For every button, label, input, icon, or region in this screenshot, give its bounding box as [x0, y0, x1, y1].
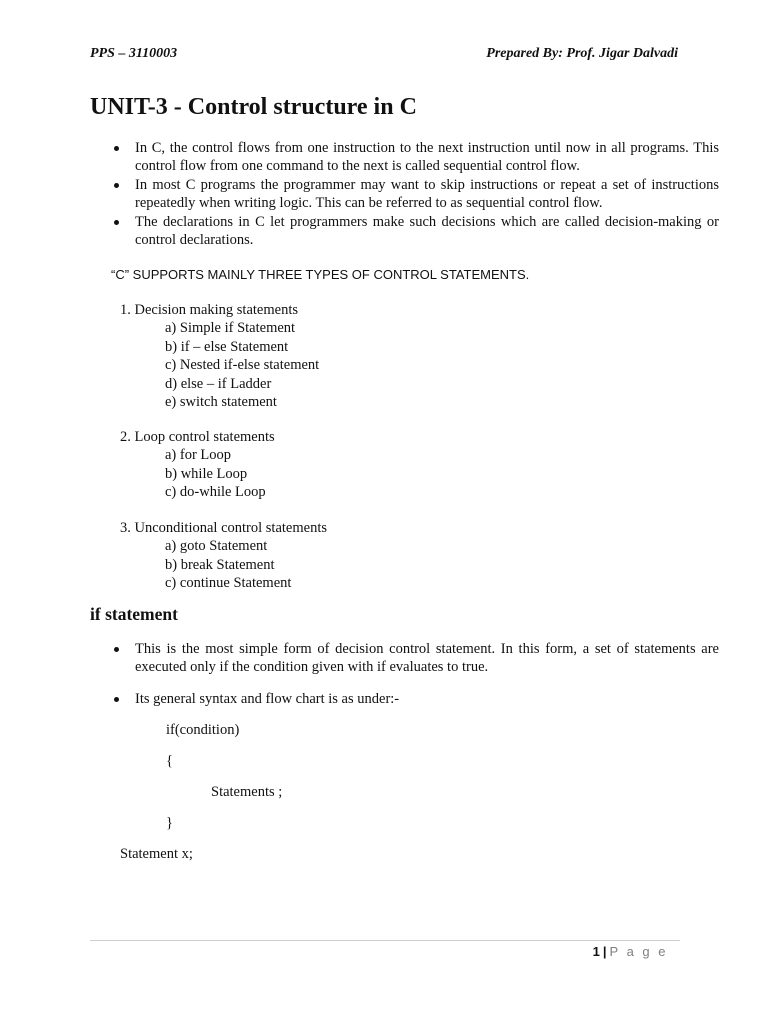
group-heading: 2. Loop control statements: [120, 429, 275, 445]
bullet-text: Its general syntax and flow chart is as under:-: [135, 691, 400, 707]
header-course-code: PPS – 3110003: [90, 46, 178, 61]
if-syntax-bullet-list: [114, 690, 719, 708]
page-label: P a g e: [609, 944, 668, 959]
bullet-icon: [114, 146, 119, 151]
bullet-text: This is the most simple form of decision control statement. In this form, a set of statements are executed only if the condition given with if evaluates to true.: [135, 641, 719, 676]
list-item: b) if – else Statement: [165, 338, 289, 355]
page-title: UNIT-3 - Control structure in C: [90, 94, 417, 120]
list-item: a) for Loop: [165, 447, 232, 464]
list-item: [114, 176, 719, 213]
group-heading: 3. Unconditional control statements: [120, 520, 327, 536]
list-item: [114, 690, 719, 708]
list-item: b) break Statement: [165, 556, 275, 573]
code-line-close-brace: }: [166, 815, 173, 831]
header-author: Prepared By: Prof. Jigar Dalvadi: [486, 46, 678, 61]
bullet-icon: [114, 183, 119, 188]
list-item: a) goto Statement: [165, 538, 268, 555]
list-item: b) while Loop: [165, 465, 248, 482]
loop-control-group: [120, 428, 275, 502]
bullet-text: The declarations in C let programmers make such decisions which are called decision-making or control declarations.: [135, 213, 719, 249]
bullet-text: In C, the control flows from one instruction to the next instruction until now in all programs. This control flow from one command to the next is called sequential control flow.: [135, 140, 719, 175]
list-item: [114, 640, 719, 677]
decision-making-group: [120, 301, 319, 411]
bullet-icon: [114, 220, 119, 225]
page-number: 1: [592, 944, 600, 959]
list-item: a) Simple if Statement: [165, 320, 296, 337]
section-heading-if-statement: if statement: [90, 604, 178, 624]
bullet-icon: [114, 697, 119, 702]
list-item: c) Nested if-else statement: [165, 357, 320, 374]
list-item: [114, 139, 719, 176]
list-item: c) do-while Loop: [165, 484, 266, 501]
if-bullet-list: [114, 640, 719, 677]
code-line-condition: if(condition): [166, 722, 240, 738]
code-line-open-brace: {: [166, 753, 173, 769]
list-item: d) else – if Ladder: [165, 375, 272, 392]
unconditional-control-group: [120, 519, 327, 593]
code-line-statement-x: Statement x;: [120, 846, 193, 862]
bullet-text: In most C programs the programmer may want to skip instructions or repeat a set of instructions repeatedly when writing logic. This can be referred to as sequential control flow.: [135, 176, 719, 212]
control-types-intro: “C” SUPPORTS MAINLY THREE TYPES OF CONTROL STATEMENTS.: [111, 267, 530, 282]
list-item: c) continue Statement: [165, 575, 292, 592]
group-heading: 1. Decision making statements: [120, 302, 298, 318]
footer-divider: [90, 940, 680, 941]
list-item: [114, 213, 719, 250]
footer-separator: |: [602, 944, 607, 959]
list-item: e) switch statement: [165, 394, 277, 411]
bullet-icon: [114, 647, 119, 652]
page-footer: [593, 944, 668, 960]
intro-bullet-list: [114, 139, 719, 249]
code-line-statements: Statements ;: [211, 784, 283, 800]
